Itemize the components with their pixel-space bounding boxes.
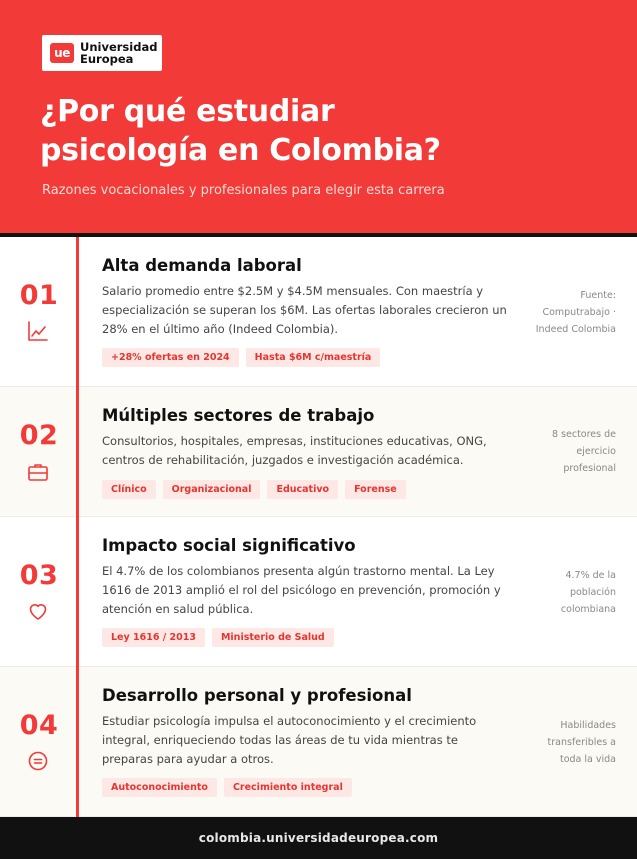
smile-icon <box>26 749 50 773</box>
reason-number: 01 <box>19 280 59 311</box>
reason-title: Impacto social significativo <box>102 536 356 555</box>
logo-line-1: Universidad <box>80 40 158 54</box>
page-subtitle: Razones vocacionales y profesionales para elegir esta carrera <box>42 183 445 198</box>
briefcase-icon <box>26 460 50 484</box>
tag-list <box>102 628 334 647</box>
tag: +28% ofertas en 2024 <box>102 348 239 367</box>
logo-mark: ue <box>50 43 74 63</box>
reason-description: Salario promedio entre $2.5M y $4.5M mensuales. Con maestría y especialización se superan los $6M. Las ofertas laborales crecieron un 28% en el último año (Indeed Colombia). <box>102 284 507 336</box>
reason-number: 02 <box>19 420 59 451</box>
tag-list <box>102 778 352 797</box>
side-note: 4.7% de la población colombiana <box>560 570 616 615</box>
page-title-line-2: psicología en Colombia? <box>40 133 441 168</box>
tag: Hasta $6M c/maestría <box>246 348 381 367</box>
reason-description: Consultorios, hospitales, empresas, instituciones educativas, ONG, centros de rehabilitación, juzgados e investigación académica. <box>102 434 487 467</box>
reason-title: Alta demanda laboral <box>102 256 302 275</box>
reason-section-3 <box>0 517 637 667</box>
tag: Crecimiento integral <box>224 778 352 797</box>
footer-url[interactable]: colombia.universidadeuropea.com <box>0 817 637 859</box>
reason-section-1 <box>0 237 637 387</box>
reason-description: Estudiar psicología impulsa el autoconocimiento y el crecimiento integral, enriqueciendo todas las áreas de tu vida mientras te preparas para ayudar a otros. <box>102 714 477 766</box>
tag: Autoconocimiento <box>102 778 217 797</box>
reason-section-2 <box>0 387 637 517</box>
timeline-bar <box>76 237 79 817</box>
reason-number: 04 <box>19 710 59 741</box>
trending-up-icon <box>26 319 50 343</box>
logo-wordmark <box>80 41 157 65</box>
side-note: Habilidades transferibles a toda la vida <box>547 720 616 765</box>
tag-list <box>102 480 406 499</box>
reason-section-4 <box>0 667 637 817</box>
reason-title: Múltiples sectores de trabajo <box>102 406 375 425</box>
tag-list <box>102 348 380 367</box>
tag: Ministerio de Salud <box>212 628 334 647</box>
reason-title: Desarrollo personal y profesional <box>102 686 412 705</box>
tag: Clínico <box>102 480 156 499</box>
tag: Educativo <box>267 480 338 499</box>
university-logo[interactable] <box>42 35 162 71</box>
reason-description: El 4.7% de los colombianos presenta algún trastorno mental. La Ley 1616 de 2013 amplió el rol del psicólogo en prevención, promoción y atención en salud pública. <box>102 564 501 616</box>
reason-number: 03 <box>19 560 59 591</box>
page-title <box>40 92 600 170</box>
side-note: Fuente: Computrabajo · Indeed Colombia <box>535 290 616 335</box>
tag: Organizacional <box>163 480 261 499</box>
logo-line-2: Europea <box>80 52 134 66</box>
header-banner <box>0 0 637 233</box>
heart-icon <box>26 599 50 623</box>
tag: Ley 1616 / 2013 <box>102 628 205 647</box>
tag: Forense <box>345 480 406 499</box>
page-title-line-1: ¿Por qué estudiar <box>40 94 335 129</box>
side-note: 8 sectores de ejercicio profesional <box>551 429 616 474</box>
